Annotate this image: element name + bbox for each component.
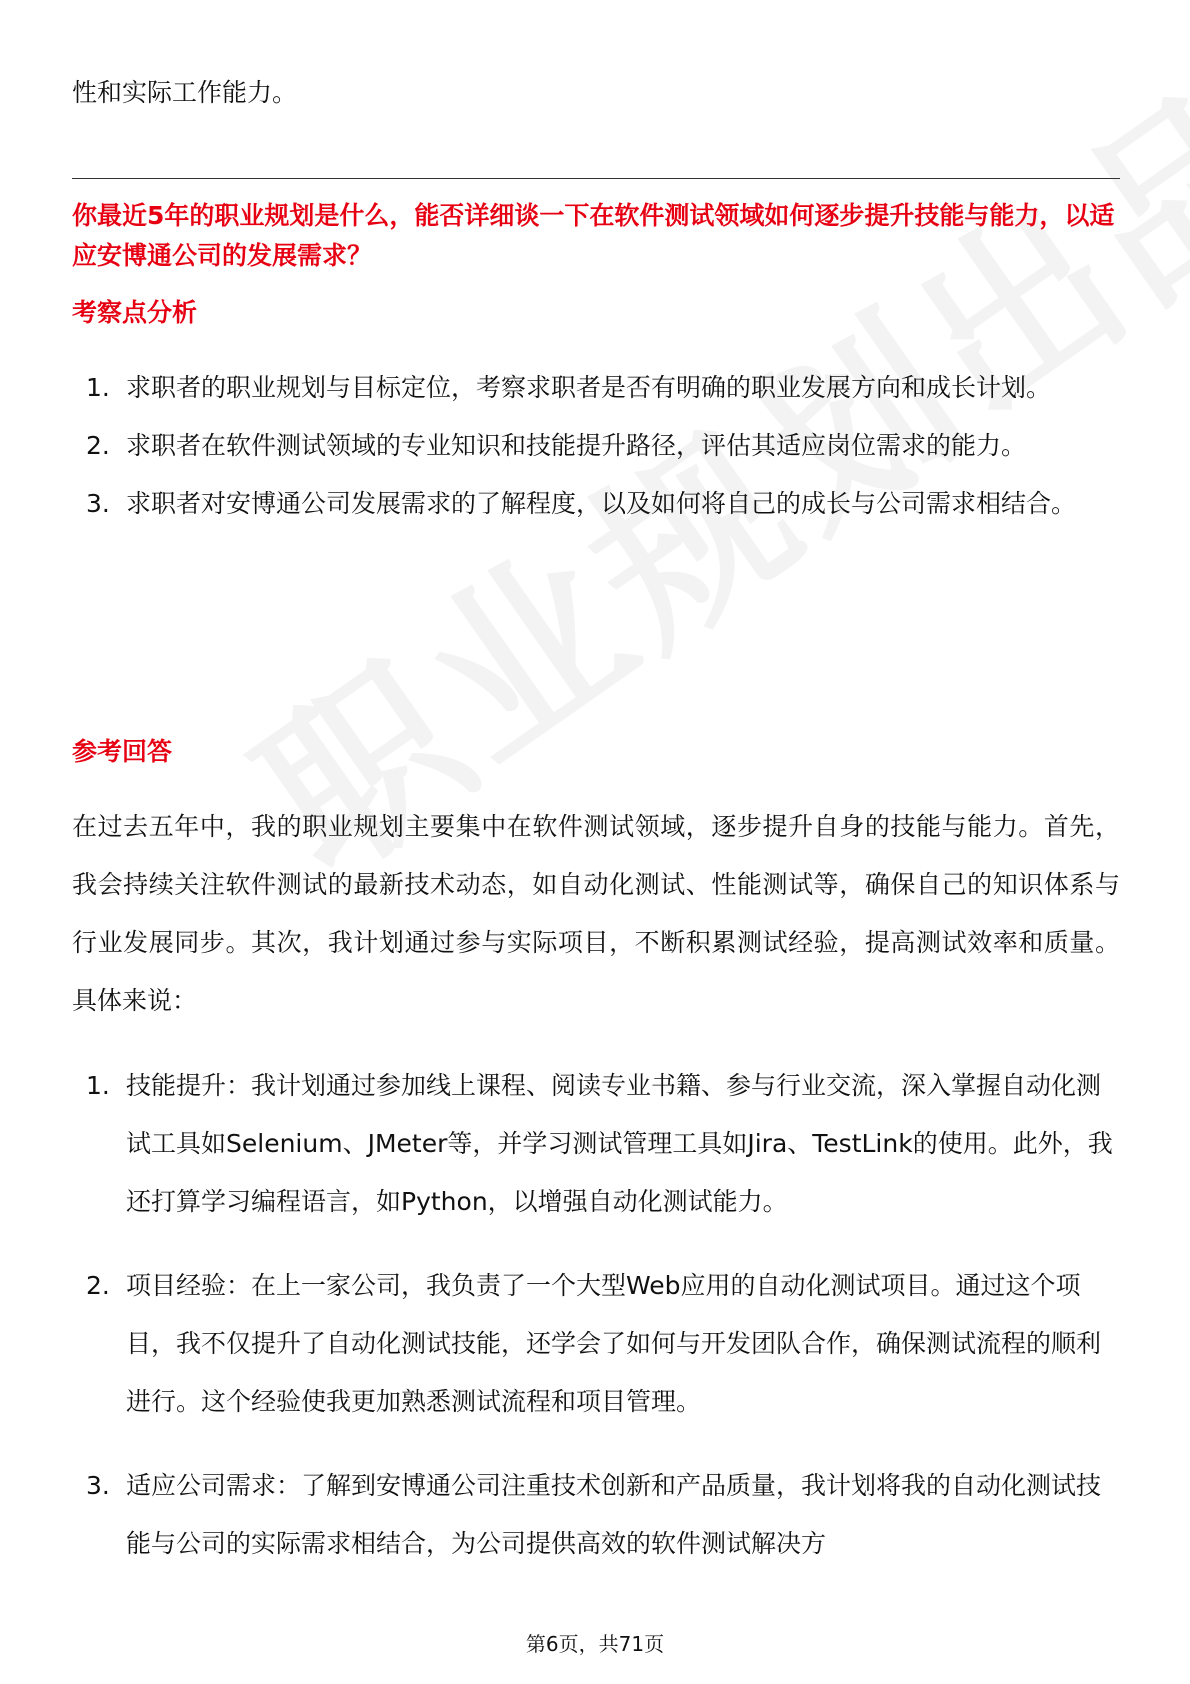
section-divider — [72, 178, 1120, 179]
analysis-list — [72, 359, 1120, 533]
list-item — [72, 359, 1120, 417]
interview-question: 你最近5年的职业规划是什么，能否详细谈一下在软件测试领域如何逐步提升技能与能力，以适应安博通公司的发展需求？ — [72, 201, 1115, 270]
list-item-text: 适应公司需求：了解到安博通公司注重技术创新和产品质量，我计划将我的自动化测试技能与公司的实际需求相结合，为公司提供高效的软件测试解决方 — [126, 1471, 1102, 1558]
intro-tail-text: 性和实际工作能力。 — [72, 78, 298, 107]
list-item-number: 3. — [86, 489, 110, 518]
list-item — [72, 1057, 1120, 1231]
list-item-number: 3. — [86, 1471, 110, 1500]
list-item-number: 1. — [86, 373, 110, 402]
page-number-footer: 第6页，共71页 — [525, 1632, 665, 1656]
list-item-number: 1. — [86, 1071, 110, 1100]
list-item — [72, 417, 1120, 475]
list-item-text: 求职者的职业规划与目标定位，考察求职者是否有明确的职业发展方向和成长计划。 — [126, 373, 1052, 402]
list-item-text: 技能提升：我计划通过参加线上课程、阅读专业书籍、参与行业交流，深入掌握自动化测试工具如Selenium、JMeter等，并学习测试管理工具如Jira、TestLink的使用。此外，我还打算学习编程语言，如Python，以增强自动化测试能力。 — [126, 1071, 1113, 1216]
list-item-number: 2. — [86, 431, 110, 460]
list-item — [72, 475, 1120, 533]
list-item-text: 项目经验：在上一家公司，我负责了一个大型Web应用的自动化测试项目。通过这个项目，我不仅提升了自动化测试技能，还学会了如何与开发团队合作，确保测试流程的顺利进行。这个经验使我更加熟悉测试流程和项目管理。 — [126, 1271, 1102, 1416]
answer-paragraph: 在过去五年中，我的职业规划主要集中在软件测试领域，逐步提升自身的技能与能力。首先，我会持续关注软件测试的最新技术动态，如自动化测试、性能测试等，确保自己的知识体系与行业发展同步。其次，我计划通过参与实际项目，不断积累测试经验，提高测试效率和质量。具体来说： — [72, 812, 1120, 1015]
list-item — [72, 1257, 1120, 1431]
list-item-text: 求职者在软件测试领域的专业知识和技能提升路径，评估其适应岗位需求的能力。 — [126, 431, 1027, 460]
answer-list — [72, 1057, 1120, 1599]
analysis-heading: 考察点分析 — [72, 298, 198, 327]
list-item-number: 2. — [86, 1271, 110, 1300]
list-item-text: 求职者对安博通公司发展需求的了解程度，以及如何将自己的成长与公司需求相结合。 — [126, 489, 1077, 518]
answer-heading: 参考回答 — [72, 737, 173, 766]
list-item — [72, 1457, 1120, 1573]
